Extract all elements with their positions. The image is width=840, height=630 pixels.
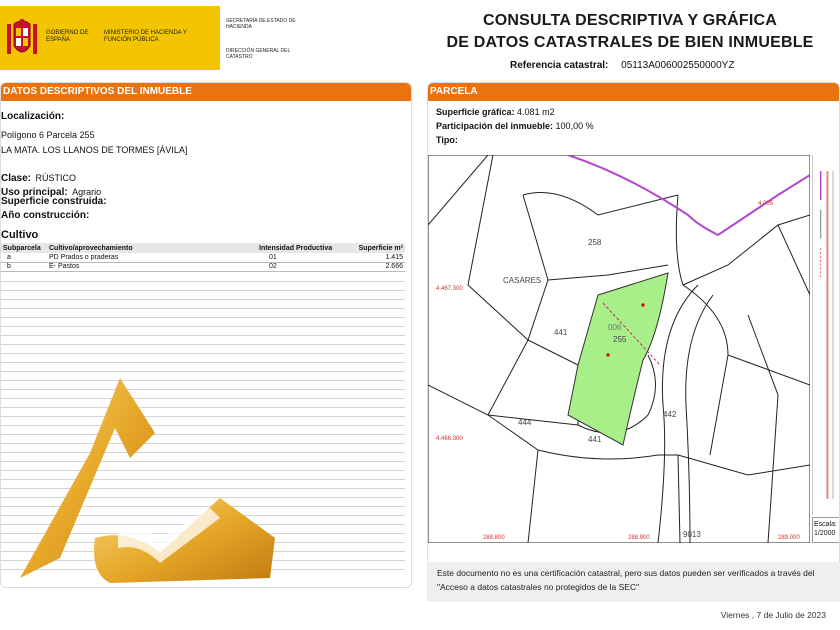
table-header: Subparcela (1, 243, 47, 253)
reference-label: Referencia catastral: (510, 60, 609, 71)
x-coordinate-left: 288.800 (483, 535, 505, 541)
cultivo-table (1, 243, 405, 272)
secretaria-text: SECRETARÍA DE ESTADO DE HACIENDA (226, 18, 296, 30)
y-coordinate-top: 4.467.300 (436, 286, 463, 292)
parcel-label-442: 442 (663, 410, 677, 419)
page-title (430, 10, 830, 54)
parcel-label-441b: 441 (588, 435, 602, 444)
table-header: Intensidad Productiva (257, 243, 347, 253)
table-row (1, 253, 405, 262)
table-cell: 02 (257, 262, 347, 271)
clase-label: Clase: (1, 173, 32, 184)
superficie-grafica-label: Superficie gráfica: (436, 107, 515, 117)
road-label: 4.005 (758, 201, 774, 207)
uso-label: Uso principal: (1, 187, 68, 198)
parcel-label-255: 255 (613, 335, 627, 344)
localizacion-line-1: Polígono 6 Parcela 255 (1, 130, 95, 140)
disclaimer-note: Este documento no es una certificación catastral, pero sus datos pueden ser verificados a través del "Acceso a datos catastrales no protegidos de la SEC" (427, 562, 840, 602)
agency-watermark-logo (20, 378, 280, 588)
table-header: Cultivo/aprovechamiento (47, 243, 257, 253)
localizacion-label: Localización: (1, 111, 65, 122)
table-row (1, 262, 405, 271)
casares-label: CASARES (503, 276, 542, 285)
table-cell: PD Prados o praderas (47, 253, 257, 262)
scale-box (812, 517, 840, 543)
table-cell: E- Pastos (47, 262, 257, 271)
superficie-grafica-value: 4.081 m2 (517, 107, 555, 117)
title-line-1: CONSULTA DESCRIPTIVA Y GRÁFICA (482, 12, 777, 29)
x-coordinate-mid: 288.900 (628, 535, 650, 541)
participacion-label: Participación del inmueble: (436, 121, 554, 131)
parcel-label-444: 444 (518, 418, 532, 427)
uso-value: Agrario (72, 187, 102, 197)
parcel-label-441a: 441 (554, 328, 568, 337)
parcel-label-006: 006 (608, 323, 622, 332)
tipo-label: Tipo: (436, 135, 458, 145)
reference-row (510, 60, 734, 71)
title-line-2: DE DATOS CATASTRALES DE BIEN INMUEBLE (446, 34, 814, 51)
superficie-construida-label: Superficie construida: (1, 196, 107, 207)
reference-value: 05113A006002550000YZ (621, 60, 735, 71)
coat-of-arms-icon (4, 18, 40, 60)
scale-label: Escala: (814, 521, 837, 528)
participacion-value: 100,00 % (555, 121, 594, 131)
y-coordinate-bottom: 4.466.300 (436, 436, 463, 442)
parcel-label-258: 258 (588, 238, 602, 247)
cadastral-map[interactable] (428, 155, 810, 543)
table-cell: 1.415 (347, 253, 405, 262)
clase-value: RÚSTICO (35, 173, 76, 183)
direccion-text: DIRECCIÓN GENERAL DEL CATASTRO (226, 48, 291, 60)
government-logo (0, 6, 220, 70)
cultivo-title: Cultivo (1, 229, 39, 241)
gov-text: GOBIERNO DE ESPAÑA (46, 30, 89, 43)
table-cell: 01 (257, 253, 347, 262)
table-cell: 2.666 (347, 262, 405, 271)
table-header-row (1, 243, 405, 253)
table-cell: a (1, 253, 47, 262)
table-cell: b (1, 262, 47, 271)
parcel-panel (427, 82, 840, 572)
anio-construccion-label: Año construcción: (1, 210, 90, 221)
document-date: Viernes , 7 de Julio de 2023 (720, 610, 826, 620)
map-legend (812, 155, 840, 515)
ministry-text: MINISTERIO DE HACIENDA Y FUNCIÓN PÚBLICA (104, 30, 187, 43)
descriptive-section-title: DATOS DESCRIPTIVOS DEL INMUEBLE (1, 83, 411, 101)
superficie-grafica-row (436, 107, 555, 117)
x-coordinate-right: 289.000 (778, 535, 800, 541)
table-header: Superficie m² (347, 243, 405, 253)
participacion-row (436, 121, 594, 131)
scale-value: 1/2000 (814, 530, 836, 537)
localizacion-line-2: LA MATA. LOS LLANOS DE TORMES [ÁVILA] (1, 145, 188, 155)
parcel-label-9013: 9013 (683, 530, 701, 539)
tipo-row (436, 135, 458, 145)
parcel-section-title: PARCELA (428, 83, 839, 101)
